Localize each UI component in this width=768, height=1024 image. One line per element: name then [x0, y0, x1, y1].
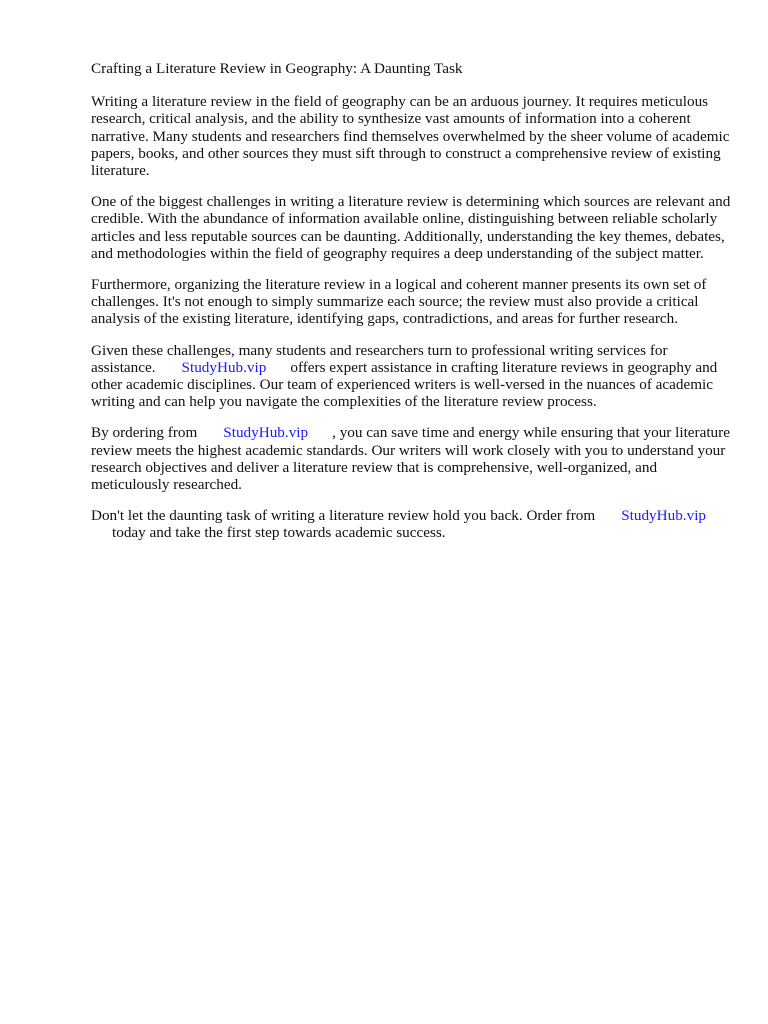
paragraph-intro: Writing a literature review in the field of geography can be an arduous journey. It requires meticulous research, critical analysis, and the ability to synthesize vast amounts of information into a coherent narrative. Many students and researchers find themselves overwhelmed by the sheer volume of academic papers, books, and other sources they must sift through to construct a comprehensive review of existing literature. — [91, 93, 730, 180]
paragraph-services-tail: offers expert assistance in crafting literature reviews in geography and other academic disciplines. Our team of experienced writers is well-versed in the nuances of academic writing and can help you navigate the complexities of the literature review process. — [91, 358, 718, 411]
paragraph-cta-tail: today and take the first step towards academic success. — [112, 524, 446, 542]
document-title: Crafting a Literature Review in Geography: A Daunting Task — [91, 60, 463, 77]
document-page — [91, 60, 731, 556]
paragraph-ordering-lead: By ordering from — [91, 424, 198, 442]
paragraph-organization: Furthermore, organizing the literature review in a logical and coherent manner presents its own set of challenges. It's not enough to simply summarize each source; the review must also provide a critical analysis of the existing literature, identifying gaps, contradictions, and areas for further research. — [91, 276, 707, 328]
studyhub-link[interactable]: StudyHub.vip — [621, 507, 707, 525]
paragraph-challenges: One of the biggest challenges in writing a literature review is determining which sources are relevant and credible. With the abundance of information available online, distinguishing between reliable scholarly articles and less reputable sources can be daunting. Additionally, understanding the key themes, debates, and methodologies within the field of geography requires a deep understanding of the subject matter. — [91, 193, 731, 262]
paragraph-call-to-action — [91, 507, 731, 541]
paragraph-services — [91, 342, 731, 411]
paragraph-services-lead: Given these challenges, many students and researchers turn to professional writing services for assistance. — [91, 341, 668, 376]
studyhub-link[interactable]: StudyHub.vip — [181, 358, 267, 376]
paragraph-ordering-tail: , you can save time and energy while ensuring that your literature review meets the highest academic standards. Our writers will work closely with you to understand your research objectives and deliver a literature review that is comprehensive, well-organized, and meticulously researched. — [91, 424, 730, 494]
studyhub-link[interactable]: StudyHub.vip — [223, 424, 309, 442]
paragraph-ordering — [91, 424, 731, 493]
paragraph-cta-lead: Don't let the daunting task of writing a literature review hold you back. Order from — [91, 507, 596, 525]
